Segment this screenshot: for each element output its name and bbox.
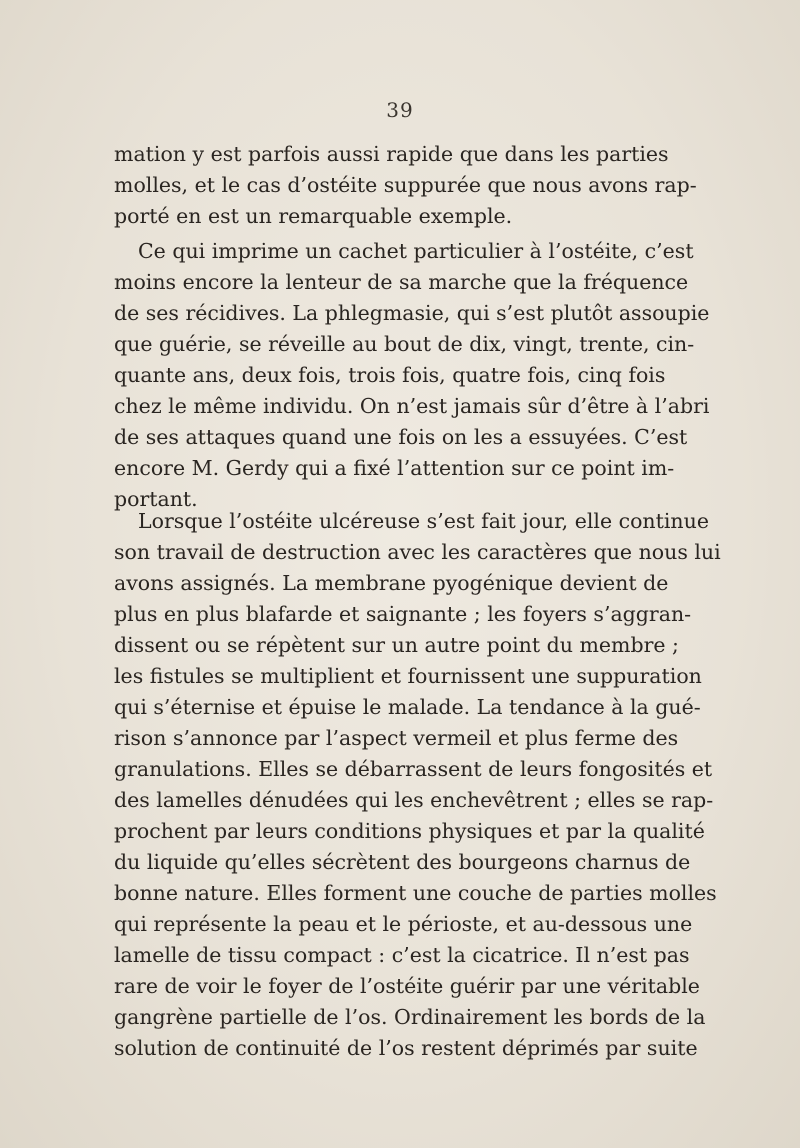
text-line: porté en est un remarquable exemple. bbox=[114, 204, 513, 228]
text-line: des lamelles dénudées qui les enchevêtrent ; elles se rap- bbox=[114, 788, 714, 812]
text-line: qui représente la peau et le périoste, et au-dessous une bbox=[114, 912, 693, 936]
text-line: lamelle de tissu compact : c’est la cicatrice. Il n’est pas bbox=[114, 943, 690, 967]
text-line: bonne nature. Elles forment une couche de parties molles bbox=[114, 881, 717, 905]
text-line: Lorsque l’ostéite ulcéreuse s’est fait jour, elle continue bbox=[138, 509, 709, 533]
text-line: avons assignés. La membrane pyogénique devient de bbox=[114, 571, 669, 595]
text-line: portant. bbox=[114, 487, 198, 511]
text-line: les fistules se multiplient et fournissent une suppuration bbox=[114, 664, 702, 688]
text-line: du liquide qu’elles sécrètent des bourgeons charnus de bbox=[114, 850, 691, 874]
text-line: chez le même individu. On n’est jamais sûr d’être à l’abri bbox=[114, 394, 710, 418]
text-line: quante ans, deux fois, trois fois, quatre fois, cinq fois bbox=[114, 363, 666, 387]
text-line: mation y est parfois aussi rapide que dans les parties bbox=[114, 142, 669, 166]
text-line: solution de continuité de l’os restent déprimés par suite bbox=[114, 1036, 698, 1060]
text-line: moins encore la lenteur de sa marche que la fréquence bbox=[114, 270, 689, 294]
paragraph-2 bbox=[114, 236, 710, 515]
paragraph-1 bbox=[114, 139, 697, 232]
paragraph-3 bbox=[114, 506, 721, 1064]
text-line: gangrène partielle de l’os. Ordinairement les bords de la bbox=[114, 1005, 706, 1029]
text-line: dissent ou se répètent sur un autre point du membre ; bbox=[114, 633, 679, 657]
text-line: de ses attaques quand une fois on les a essuyées. C’est bbox=[114, 425, 688, 449]
text-line: encore M. Gerdy qui a fixé l’attention sur ce point im- bbox=[114, 456, 675, 480]
text-line: prochent par leurs conditions physiques et par la qualité bbox=[114, 819, 705, 843]
page-number: 39 bbox=[386, 98, 414, 122]
text-line: granulations. Elles se débarrassent de leurs fongosités et bbox=[114, 757, 713, 781]
text-line: son travail de destruction avec les caractères que nous lui bbox=[114, 540, 721, 564]
text-line: Ce qui imprime un cachet particulier à l’ostéite, c’est bbox=[138, 239, 694, 263]
text-line: plus en plus blafarde et saignante ; les foyers s’aggran- bbox=[114, 602, 692, 626]
text-line: que guérie, se réveille au bout de dix, vingt, trente, cin- bbox=[114, 332, 695, 356]
text-line: de ses récidives. La phlegmasie, qui s’est plutôt assoupie bbox=[114, 301, 710, 325]
text-line: rare de voir le foyer de l’ostéite guérir par une véritable bbox=[114, 974, 700, 998]
text-line: qui s’éternise et épuise le malade. La tendance à la gué- bbox=[114, 695, 701, 719]
text-line: rison s’annonce par l’aspect vermeil et plus ferme des bbox=[114, 726, 679, 750]
text-line: molles, et le cas d’ostéite suppurée que nous avons rap- bbox=[114, 173, 697, 197]
